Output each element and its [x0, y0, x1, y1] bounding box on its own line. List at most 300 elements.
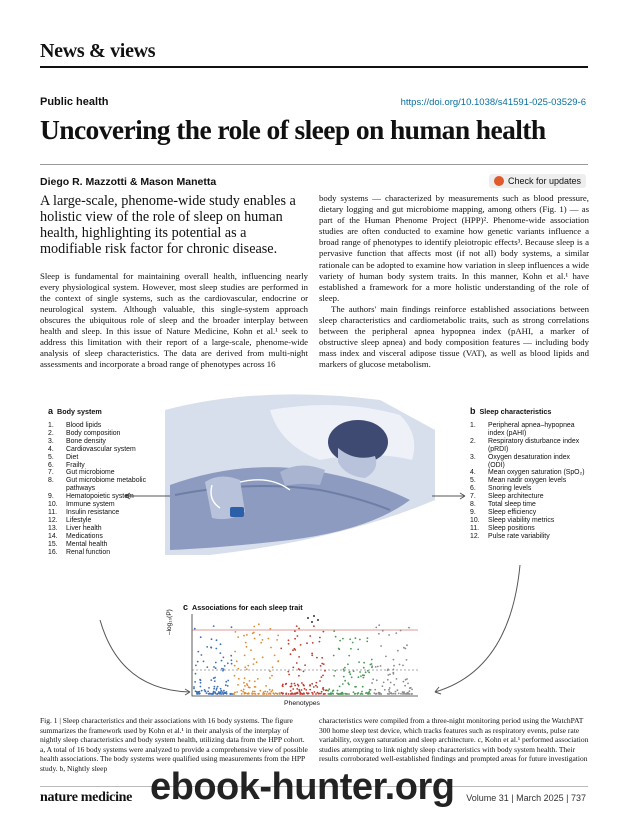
plot-point	[288, 693, 290, 695]
body-text-right	[319, 193, 589, 371]
list-label: Mean oxygen saturation (SpO₂)	[488, 469, 585, 477]
plot-point	[268, 693, 270, 695]
plot-point	[292, 667, 294, 669]
plot-point	[213, 625, 215, 627]
plot-point	[353, 691, 355, 693]
plot-point	[222, 691, 224, 693]
plot-point	[234, 675, 236, 677]
plot-point	[365, 671, 367, 673]
plot-point	[272, 689, 274, 691]
list-label: Snoring levels	[488, 485, 532, 493]
plot-point	[262, 693, 264, 695]
plot-point	[375, 627, 377, 629]
plot-point	[264, 691, 266, 693]
plot-point	[247, 665, 249, 667]
plot-point	[359, 639, 361, 641]
plot-point	[395, 691, 397, 693]
plot-point	[319, 680, 321, 682]
body-system-item	[48, 430, 168, 438]
sleep-characteristic-item	[470, 525, 588, 533]
plot-point	[224, 665, 226, 667]
plot-point	[309, 635, 311, 637]
plot-point	[225, 692, 227, 694]
list-number: 4.	[48, 445, 54, 453]
plot-point	[390, 692, 392, 694]
plot-point	[227, 685, 229, 687]
plot-point	[388, 634, 390, 636]
list-number: 8.	[470, 501, 476, 509]
plot-point	[251, 693, 253, 695]
plot-point	[369, 689, 371, 691]
body-system-item	[48, 517, 168, 525]
plot-point	[337, 690, 339, 692]
plot-point	[277, 635, 279, 637]
update-icon	[494, 176, 504, 186]
plot-point	[240, 690, 242, 692]
body-system-item	[48, 509, 168, 517]
sleep-characteristic-item	[470, 533, 588, 541]
plot-point	[348, 671, 350, 673]
list-label: Lifestyle	[66, 516, 92, 524]
plot-point	[328, 688, 330, 690]
plot-point	[317, 619, 319, 621]
plot-point	[361, 691, 363, 693]
plot-point	[362, 674, 364, 676]
list-label: Insulin resistance	[66, 508, 120, 516]
plot-point	[320, 693, 322, 695]
plot-point	[214, 691, 216, 693]
plot-point	[252, 691, 254, 693]
plot-point	[266, 693, 268, 695]
plot-point	[210, 679, 212, 681]
list-label: Immune system	[66, 501, 115, 509]
plot-point	[244, 655, 246, 657]
plot-point	[275, 692, 277, 694]
plot-point	[220, 688, 222, 690]
body-system-item	[48, 541, 168, 549]
plot-point	[230, 693, 232, 695]
plot-point	[269, 677, 271, 679]
list-number: 5.	[48, 453, 54, 461]
list-label: Sleep efficiency	[488, 508, 537, 516]
plot-point	[383, 682, 385, 684]
plot-point	[193, 688, 195, 690]
plot-point	[258, 623, 260, 625]
plot-point	[300, 693, 302, 695]
plot-point	[288, 643, 290, 645]
sleeper-illustration	[165, 394, 435, 555]
plot-point	[366, 641, 368, 643]
plot-point	[316, 682, 318, 684]
body-system-item	[48, 446, 168, 454]
plot-point	[280, 648, 282, 650]
plot-point	[207, 691, 209, 693]
list-number: 12.	[470, 532, 480, 540]
list-number: 11.	[48, 508, 58, 516]
plot-point	[291, 683, 293, 685]
plot-point	[371, 682, 373, 684]
plot-point	[335, 636, 337, 638]
plot-point	[306, 642, 308, 644]
plot-point	[262, 656, 264, 658]
plot-point	[249, 680, 251, 682]
plot-point	[404, 685, 406, 687]
plot-point	[269, 628, 271, 630]
plot-point	[214, 680, 216, 682]
plot-point	[309, 685, 311, 687]
list-label: Gut microbiome	[66, 469, 115, 477]
plot-point	[241, 693, 243, 695]
sleep-characteristic-item	[470, 454, 588, 470]
plot-point	[290, 690, 292, 692]
plot-point	[311, 621, 313, 623]
plot-point	[200, 686, 202, 688]
plot-point	[272, 666, 274, 668]
plot-point	[393, 684, 395, 686]
plot-point	[298, 685, 300, 687]
body-paragraph: body systems — characterized by measurements such as blood pressure, dietary logging and gut microbiome mapping, among others (Fig. 1) — as part of the Human Phenome Project (HPP)². Phenome-wide association studies are often conducted to examine how genetic variants influence a broad range of phenotypes to identify pleiotropic effects³. Because sleep is a pervasive function that affects most (if not all) body systems, a similar rationale can be adopted to examine how variation in sleep influences a wide variety of human body system traits. In this manner, Kohn et al.¹ have established a framework for a more holistic understanding of the role of sleep.	[319, 193, 589, 303]
plot-point	[253, 693, 255, 695]
plot-point	[397, 689, 399, 691]
plot-point	[296, 625, 298, 627]
sleep-characteristic-item	[470, 485, 588, 493]
plot-point	[235, 631, 237, 633]
plot-point	[344, 667, 346, 669]
body-system-item	[48, 422, 168, 430]
plot-point	[374, 692, 376, 694]
plot-point	[197, 661, 199, 663]
plot-point	[324, 670, 326, 672]
plot-point	[363, 662, 365, 664]
plot-point	[379, 692, 381, 694]
plot-point	[285, 693, 287, 695]
plot-point	[398, 693, 400, 695]
plot-point	[231, 663, 233, 665]
list-number: 12.	[48, 516, 58, 524]
plot-point	[402, 693, 404, 695]
sleep-characteristics-list	[470, 422, 588, 541]
plot-point	[303, 671, 305, 673]
sleep-characteristic-item	[470, 509, 588, 517]
list-number: 6.	[48, 461, 54, 469]
plot-point	[223, 657, 225, 659]
plot-point	[400, 693, 402, 695]
plot-point	[282, 685, 284, 687]
plot-point	[246, 634, 248, 636]
list-label: Pulse rate variability	[488, 532, 550, 540]
plot-point	[352, 642, 354, 644]
plot-point	[359, 671, 361, 673]
plot-point	[222, 693, 224, 695]
plot-point	[287, 671, 289, 673]
list-number: 3.	[470, 453, 476, 461]
plot-point	[311, 683, 313, 685]
plot-point	[245, 642, 247, 644]
list-label: Cardiovascular system	[66, 445, 136, 453]
plot-point	[216, 688, 218, 690]
plot-point	[234, 651, 236, 653]
plot-point	[294, 638, 296, 640]
plot-point	[388, 689, 390, 691]
plot-point	[199, 693, 201, 695]
plot-point	[253, 663, 255, 665]
plot-point	[393, 693, 395, 695]
plot-point	[222, 670, 224, 672]
list-label: Liver health	[66, 524, 102, 532]
plot-point	[343, 670, 345, 672]
plot-point	[195, 665, 197, 667]
plot-point	[390, 682, 392, 684]
plot-point	[297, 692, 299, 694]
plot-point	[315, 693, 317, 695]
plot-point	[347, 682, 349, 684]
list-number: 11.	[470, 524, 480, 532]
list-label: Sleep viability metrics	[488, 516, 555, 524]
plot-point	[315, 685, 317, 687]
plot-point	[196, 691, 198, 693]
plot-point	[244, 685, 246, 687]
plot-axes	[192, 614, 418, 696]
figure-caption-left: Fig. 1 | Sleep characteristics and their associations with 16 body systems. The figure summarizes the framework used by Kohn et al.¹ in their analysis of the interplay of nightly sleep characteristics and body system health, utilizing data from the HPP cohort. a, A total of 16 body systems were analyzed to provide a comprehensive view of possible health associations. The body systems were qualified using measurements from the HPP study. b, Nightly sleep	[40, 716, 308, 773]
list-label: Hematopoietic system	[66, 493, 134, 501]
plot-point	[211, 638, 213, 640]
plot-point	[223, 668, 225, 670]
sleep-characteristic-item	[470, 501, 588, 509]
plot-point	[215, 667, 217, 669]
plot-point	[204, 691, 206, 693]
plot-point	[323, 693, 325, 695]
plot-point	[311, 654, 313, 656]
plot-point	[371, 663, 373, 665]
panel-b	[470, 406, 588, 541]
list-number: 2.	[470, 437, 476, 445]
plot-point	[237, 636, 239, 638]
plot-point	[298, 656, 300, 658]
plot-point	[257, 678, 259, 680]
plot-point	[250, 649, 252, 651]
plot-point	[255, 693, 257, 695]
check-updates-button[interactable]	[489, 174, 586, 188]
plot-point	[294, 685, 296, 687]
body-paragraph: The authors' main findings reinforce established associations between sleep characteristics and cardiometabolic traits, such as strong correlations between the peripheral apnea hypopnea index (pAHI, a marker of obstructive sleep apnea) and body composition features — including body mass index and visceral adipose tissue (VAT), as well as blood lipids and markers of glucose metabolism.	[319, 303, 589, 370]
plot-point	[269, 689, 271, 691]
plot-point	[346, 693, 348, 695]
plot-point	[367, 670, 369, 672]
plot-point	[406, 644, 408, 646]
plot-point	[333, 675, 335, 677]
list-number: 1.	[470, 422, 476, 429]
plot-point	[225, 684, 227, 686]
plot-point	[399, 664, 401, 666]
list-number: 5.	[470, 477, 476, 485]
plot-point	[208, 687, 210, 689]
plot-point	[213, 688, 215, 690]
plot-point	[321, 691, 323, 693]
plot-point	[311, 653, 313, 655]
plot-point	[333, 690, 335, 692]
plot-point	[194, 681, 196, 683]
plot-point	[197, 691, 199, 693]
plot-point	[402, 665, 404, 667]
plot-point	[294, 630, 296, 632]
plot-point	[197, 651, 199, 653]
list-number: 8.	[48, 477, 54, 485]
list-number: 15.	[48, 540, 58, 548]
plot-point	[378, 624, 380, 626]
list-label: Renal function	[66, 548, 111, 556]
list-number: 13.	[48, 524, 58, 532]
plot-point	[294, 649, 296, 651]
plot-point	[201, 690, 203, 692]
plot-point	[409, 690, 411, 692]
plot-point	[297, 635, 299, 637]
plot-point	[258, 693, 260, 695]
plot-point	[313, 625, 315, 627]
title-rule	[40, 164, 588, 165]
plot-point	[333, 630, 335, 632]
plot-point	[244, 666, 246, 668]
body-system-item	[48, 469, 168, 477]
plot-point	[329, 693, 331, 695]
list-label: Medications	[66, 532, 103, 540]
doi-link[interactable]: https://doi.org/10.1038/s41591-025-03529-6	[400, 97, 586, 108]
body-system-list	[48, 422, 168, 556]
body-system-item	[48, 493, 168, 501]
plot-point	[316, 686, 318, 688]
list-number: 4.	[470, 469, 476, 477]
plot-point	[215, 662, 217, 664]
plot-point	[218, 691, 220, 693]
plot-point	[407, 683, 409, 685]
plot-point	[203, 661, 205, 663]
plot-point	[231, 626, 233, 628]
plot-point	[314, 691, 316, 693]
plot-point	[271, 675, 273, 677]
plot-point	[267, 638, 269, 640]
plot-point	[285, 683, 287, 685]
plot-point	[393, 659, 395, 661]
plot-point	[360, 693, 362, 695]
authors: Diego R. Mazzotti & Mason Manetta	[40, 176, 217, 188]
plot-point	[219, 652, 221, 654]
plot-point	[368, 692, 370, 694]
list-label: Mean nadir oxygen levels	[488, 477, 567, 485]
plot-point	[357, 693, 359, 695]
list-number: 1.	[48, 422, 54, 429]
plot-point	[225, 681, 227, 683]
plot-point	[245, 692, 247, 694]
sleep-characteristic-item	[470, 477, 588, 485]
list-number: 6.	[470, 485, 476, 493]
plot-point	[301, 689, 303, 691]
plot-point	[363, 677, 365, 679]
plot-point	[323, 631, 325, 633]
plot-point	[254, 638, 256, 640]
body-system-item	[48, 501, 168, 509]
list-number: 2.	[48, 429, 54, 437]
plot-point	[332, 692, 334, 694]
plot-point	[243, 682, 245, 684]
list-label: Oxygen desaturation index (ODI)	[488, 453, 570, 469]
plot-point	[201, 654, 203, 656]
plot-point	[313, 686, 315, 688]
plot-point	[406, 678, 408, 680]
plot-point	[392, 672, 394, 674]
plot-point	[305, 689, 307, 691]
plot-point	[227, 662, 229, 664]
section-label: Public health	[40, 96, 109, 108]
plot-point	[371, 667, 373, 669]
plot-point	[253, 632, 255, 634]
plot-point	[343, 676, 345, 678]
plot-point	[230, 655, 232, 657]
plot-point	[262, 639, 264, 641]
plot-point	[196, 693, 198, 695]
list-number: 10.	[48, 501, 58, 509]
body-system-item	[48, 525, 168, 533]
plot-point	[374, 689, 376, 691]
plot-point	[288, 674, 290, 676]
figure-caption-right: characteristics were compiled from a three-night monitoring period using the WatchPAT 300 home sleep test device, which tracks features such as respiratory events, pulse rate variability, oxygen saturation and sleep architecture. c, Kohn et al.¹ performed association studies attempting to link nightly sleep characteristics with body system health. Their results corroborated well-established findings and prompted areas for future investigation	[319, 716, 589, 764]
list-label: Sleep positions	[488, 524, 535, 532]
plot-point	[351, 676, 353, 678]
plot-point	[273, 693, 275, 695]
plot-point	[200, 682, 202, 684]
panel-c-title: c Associations for each sleep trait	[183, 602, 303, 612]
plot-point	[260, 642, 262, 644]
list-label: Body composition	[66, 429, 121, 437]
plot-point	[248, 693, 250, 695]
plot-point	[313, 615, 315, 617]
list-label: Respiratory disturbance index (pRDI)	[488, 437, 580, 453]
plot-point	[276, 639, 278, 641]
plot-point	[389, 674, 391, 676]
plot-point	[254, 681, 256, 683]
plot-point	[348, 655, 350, 657]
plot-point	[348, 693, 350, 695]
plot-point	[274, 655, 276, 657]
list-label: Bone density	[66, 437, 106, 445]
plot-point	[199, 679, 201, 681]
plot-point	[402, 691, 404, 693]
plot-point	[217, 686, 219, 688]
plot-point	[406, 659, 408, 661]
check-updates-label: Check for updates	[507, 176, 581, 186]
plot-point	[281, 692, 283, 694]
masthead-rule	[40, 66, 588, 68]
plot-point	[375, 666, 377, 668]
plot-point	[243, 689, 245, 691]
plot-point	[248, 686, 250, 688]
watchpat-device	[230, 507, 244, 517]
panel-a	[48, 406, 168, 556]
body-system-item	[48, 438, 168, 446]
plot-point	[253, 658, 255, 660]
plot-point	[342, 683, 344, 685]
figure-1	[40, 390, 588, 712]
plot-point	[395, 693, 397, 695]
panel-b-title: b Sleep characteristics	[470, 406, 552, 416]
plot-point	[299, 669, 301, 671]
plot-point	[263, 691, 265, 693]
plot-point	[210, 646, 212, 648]
list-number: 14.	[48, 532, 58, 540]
sleep-characteristic-item	[470, 517, 588, 525]
list-number: 3.	[48, 437, 54, 445]
sleep-characteristic-item	[470, 493, 588, 501]
plot-point	[342, 638, 344, 640]
list-label: Blood lipids	[66, 422, 102, 429]
